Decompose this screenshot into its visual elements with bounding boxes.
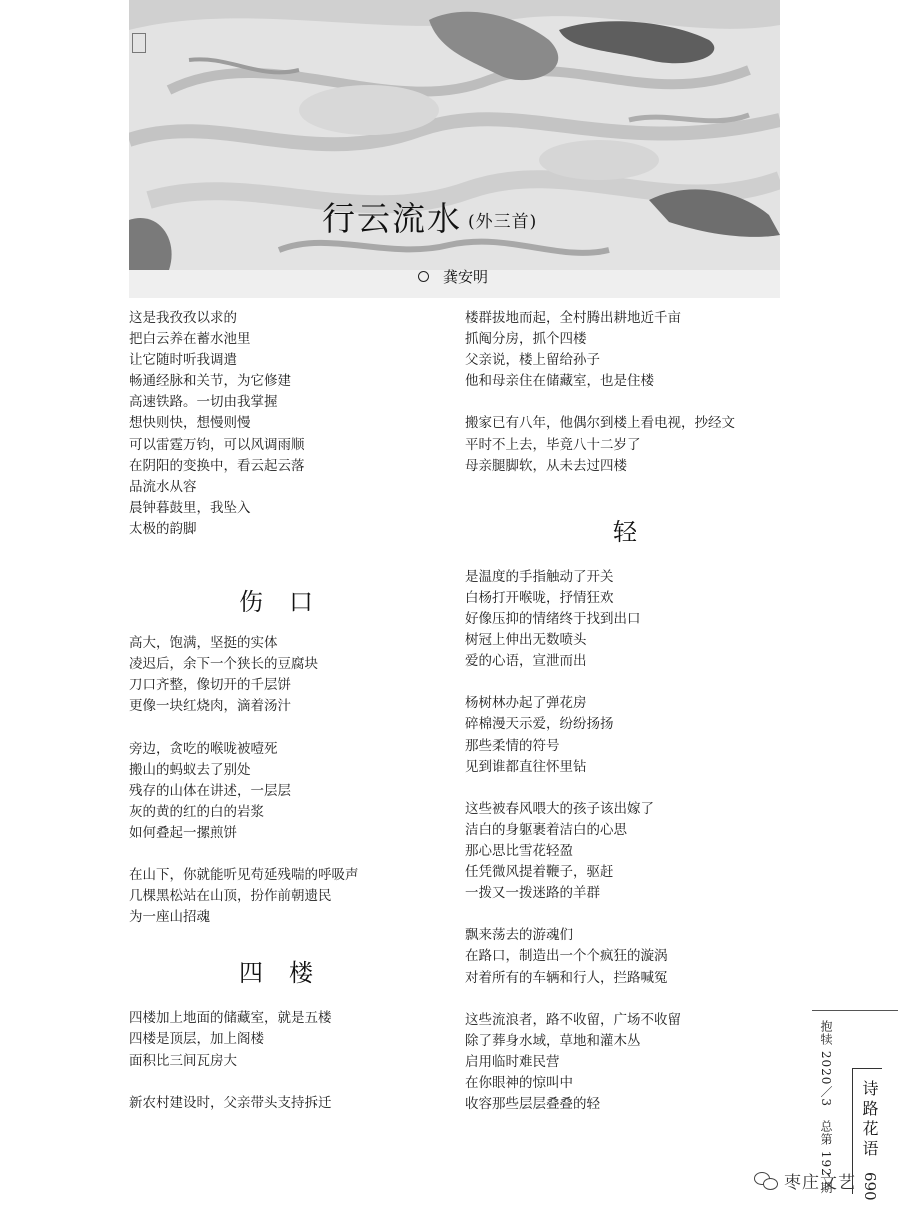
poem-line: 想快则快，想慢则慢: [129, 415, 251, 432]
section-name: 诗路花语: [860, 1080, 879, 1160]
right-column: [465, 308, 785, 1115]
poem-line: 品流水从容: [129, 478, 197, 495]
poem-line: 那心思比雪花轻盈: [465, 842, 573, 859]
poem-line: 这些被春风喂大的孩子该出嫁了: [465, 800, 654, 817]
poem-line: 高速铁路。一切由我掌握: [129, 394, 278, 411]
poem-line: 在阴阳的变换中，看云起云落: [129, 457, 305, 474]
poem-line: 一拨又一拨迷路的羊群: [465, 885, 600, 902]
poem-line: 除了葬身水域，草地和灌木丛: [465, 1032, 641, 1049]
poem-line: 对着所有的车辆和行人，拦路喊冤: [465, 969, 668, 986]
poem-line: 太极的韵脚: [129, 520, 197, 537]
poem-line: 爱的心语，宣泄而出: [465, 653, 587, 670]
circle-mark-icon: [418, 271, 429, 282]
poem-line: 凌迟后，余下一个狭长的豆腐块: [129, 656, 318, 673]
poem-line: 母亲腿脚软，从未去过四楼: [465, 457, 627, 474]
poem-line: 杨树林办起了弹花房: [465, 695, 587, 712]
poem-line: 搬山的蚂蚁去了别处: [129, 761, 251, 778]
poem-heading-light: 轻: [613, 517, 637, 546]
poem-line: 见到谁都直往怀里钻: [465, 758, 587, 775]
poem-line: 晨钟暮鼓里，我坠入: [129, 499, 251, 516]
author-name: 龚安明: [443, 268, 489, 286]
poem-line: 残存的山体在讲述，一层层: [129, 782, 291, 799]
poem-line: 他和母亲住在储藏室，也是住楼: [465, 373, 654, 390]
left-column: [129, 308, 449, 1114]
poem-line: 这些流浪者，路不收留，广场不收留: [465, 1011, 681, 1028]
poem-line: 为一座山招魂: [129, 909, 210, 926]
poem-line: 旁边，贪吃的喉咙被噎死: [129, 740, 278, 757]
poem-line: 启用临时难民营: [465, 1053, 560, 1070]
poem-line: 白杨打开喉咙，抒情狂欢: [465, 589, 614, 606]
poem-line: 把白云养在蓄水池里: [129, 331, 251, 348]
poem-line: 畅通经脉和关节，为它修建: [129, 373, 291, 390]
ink-wash-landscape: [129, 0, 780, 298]
poem-line: 让它随时听我调遣: [129, 352, 237, 369]
wechat-icon: [754, 1170, 780, 1192]
poem-heading-wound: 伤口: [239, 588, 339, 617]
poem-line: 碎棉漫天示爱，纷纷扬扬: [465, 716, 614, 733]
seal-stamp: [132, 33, 146, 53]
poem-line: 树冠上伸出无数喷头: [465, 632, 587, 649]
poem-line: 四楼是顶层，加上阁楼: [129, 1031, 264, 1048]
poem-line: 面积比三间瓦房大: [129, 1052, 237, 1069]
poem-line: 刀口齐整，像切开的千层饼: [129, 677, 291, 694]
poem-line: 父亲说，楼上留给孙子: [465, 352, 600, 369]
poem-line: 可以雷霆万钧，可以风调雨顺: [129, 436, 305, 453]
poem-heading-floor: 四楼: [239, 959, 339, 988]
poem-line: 在山下，你就能听见苟延残喘的呼吸声: [129, 867, 359, 884]
poem-line: 在路口，制造出一个个疯狂的漩涡: [465, 948, 668, 965]
poem-line: 是温度的手指触动了开关: [465, 568, 614, 585]
banner-artwork: [129, 0, 780, 298]
poem-line: 收容那些层层叠叠的轻: [465, 1096, 600, 1113]
poem-line: 在你眼神的惊叫中: [465, 1075, 573, 1091]
poem-line: 任凭微风提着鞭子，驱赶: [465, 864, 614, 881]
page-title: 行云流水: [322, 199, 462, 238]
title-block: [322, 198, 537, 240]
poem-line: 这是我孜孜以求的: [129, 310, 237, 326]
poem-line: 平时不上去，毕竟八十二岁了: [465, 436, 641, 453]
author-line: [418, 266, 488, 287]
poem-line: 好像压抑的情绪终于找到出口: [465, 610, 641, 627]
page-subtitle: (外三首): [468, 212, 538, 232]
poem-line: 灰的黄的红的白的岩浆: [129, 803, 264, 820]
poem-line: 高大，饱满，坚挺的实体: [129, 635, 278, 652]
poem-line: 抓阄分房，抓个四楼: [465, 331, 587, 348]
poem-line: 搬家已有八年，他偶尔到楼上看电视，抄经文: [465, 415, 735, 432]
watermark-text: 枣庄文艺: [784, 1173, 856, 1193]
poem-line: 如何叠起一摞煎饼: [129, 824, 237, 841]
poem-line: 更像一块红烧肉，滴着汤汁: [129, 698, 291, 715]
sidebar-divider: [812, 1010, 898, 1011]
issue-info: 抱犊 2020／3 总第 192 期: [819, 1020, 833, 1195]
poem-line: 洁白的身躯裹着洁白的心思: [465, 821, 627, 838]
poem-line: 四楼加上地面的储藏室，就是五楼: [129, 1010, 332, 1027]
poem-line: 新农村建设时，父亲带头支持拆迁: [129, 1094, 332, 1111]
poem-line: 楼群拔地而起，全村腾出耕地近千亩: [465, 310, 681, 326]
page-number: 069: [862, 1172, 880, 1201]
poem-line: 几棵黑松站在山顶，扮作前朝遗民: [129, 888, 332, 905]
poem-line: 飘来荡去的游魂们: [465, 927, 573, 944]
poem-line: 那些柔情的符号: [465, 737, 560, 754]
watermark: [754, 1168, 856, 1193]
